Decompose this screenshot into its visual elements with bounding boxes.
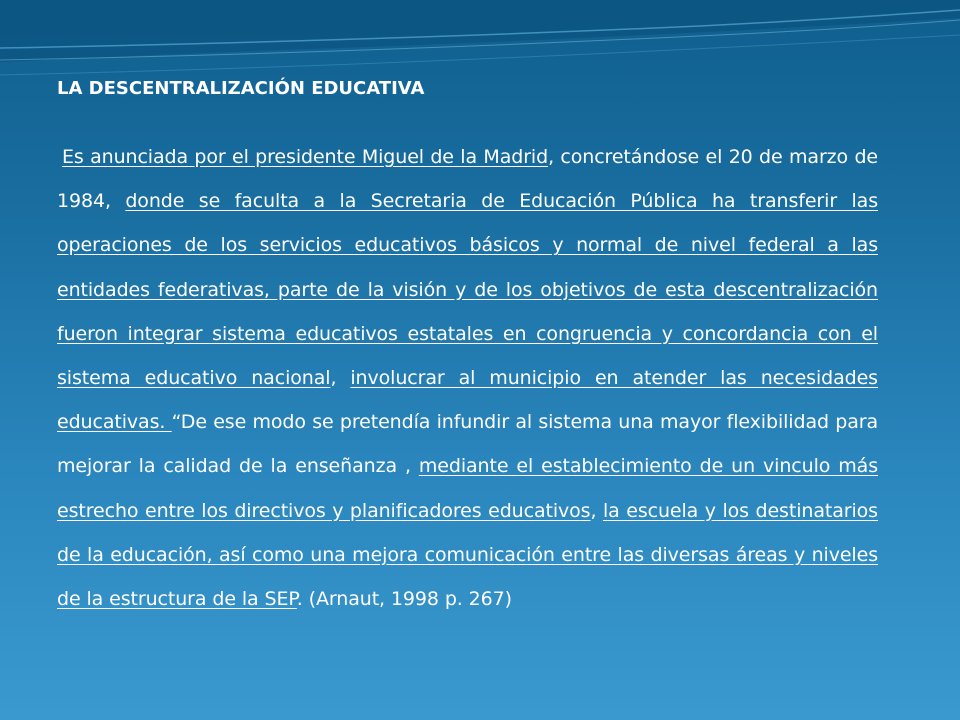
underlined-text-segment: la escuela y los destinatarios de la educación, así como una mejora comunicación entre las diversas áreas y niveles de la estructura de la SEP bbox=[57, 499, 878, 611]
text-segment: “De ese modo se pretendía infundir al sistema una mayor flexibilidad para mejorar la calidad de la enseñanza , bbox=[57, 411, 879, 478]
text-segment: . (Arnaut, 1998 p. 267) bbox=[296, 588, 512, 611]
slide-title: LA DESCENTRALIZACIÓN EDUCATIVA bbox=[57, 78, 425, 99]
underlined-text-segment: Es anunciada por el presidente Miguel de la Madrid bbox=[62, 146, 549, 168]
underlined-text-segment: involucrar al municipio en atender las necesidades educativas. bbox=[57, 367, 878, 434]
text-segment: , concretándose el 20 de marzo de 1984, bbox=[57, 146, 879, 213]
underlined-text-segment: donde se faculta a la Secretaria de Educación Pública ha transferir las operaciones de los servicios educativos básicos y normal de nivel federal a las entidades federativas, parte de la visión y de los objetivos de esta descentralización fueron integrar sistema educativos estatales en congruencia y concordancia con el sistema educativo nacional bbox=[57, 190, 878, 390]
slide-body-paragraph bbox=[57, 135, 878, 621]
underlined-text-segment: mediante el establecimiento de un vinculo más estrecho entre los directivos y planificadores educativos bbox=[57, 455, 878, 522]
text-segment: , bbox=[330, 367, 351, 390]
text-segment: , bbox=[590, 499, 603, 522]
